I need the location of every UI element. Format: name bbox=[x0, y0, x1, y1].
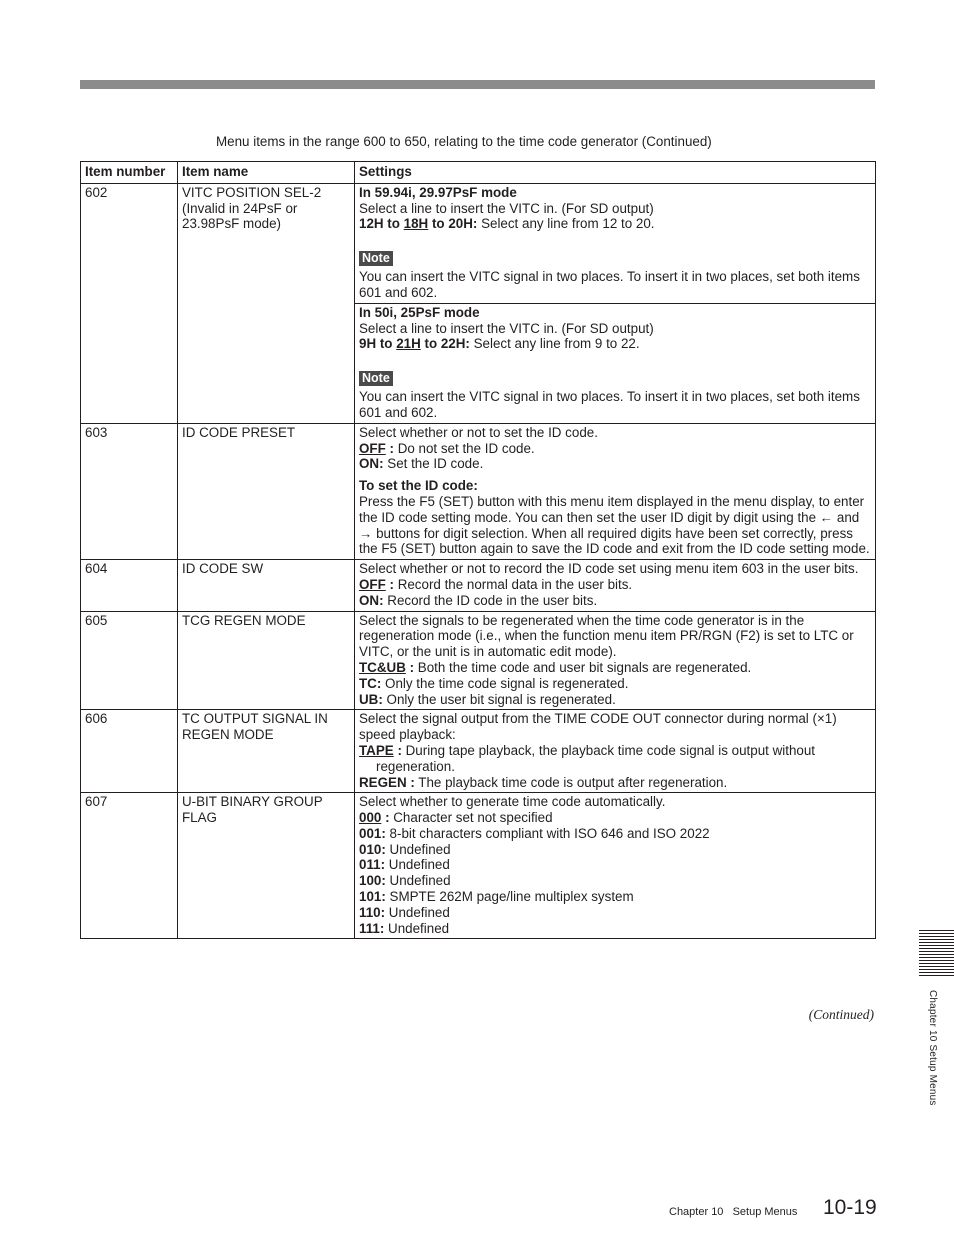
option-key: 111: bbox=[359, 920, 385, 936]
note-text: You can insert the VITC signal in two places. To insert it in two places, set both items 601 and 602. bbox=[359, 389, 860, 420]
header-item-number: Item number bbox=[81, 162, 178, 184]
table-row bbox=[81, 183, 876, 303]
option-line bbox=[359, 660, 871, 676]
option-key: 010: bbox=[359, 841, 386, 857]
item-name: TC OUTPUT SIGNAL IN REGEN MODE bbox=[178, 710, 355, 793]
option-text: Do not set the ID code. bbox=[393, 440, 535, 456]
item-number: 603 bbox=[81, 423, 178, 559]
menu-items-table bbox=[80, 161, 876, 939]
range-end: to 22H: bbox=[420, 336, 470, 352]
range-text: Select any line from 9 to 22. bbox=[469, 336, 640, 352]
page-number: 10-19 bbox=[823, 1196, 877, 1219]
note-text: You can insert the VITC signal in two places. To insert it in two places, set both items 601 and 602. bbox=[359, 269, 860, 300]
range-text: Select any line from 12 to 20. bbox=[477, 216, 655, 232]
option-key: 001: bbox=[359, 825, 386, 841]
settings-cell bbox=[355, 793, 876, 939]
option-separator: : bbox=[385, 440, 394, 456]
continued-note: (Continued) bbox=[808, 1007, 874, 1022]
header-item-name: Item name bbox=[178, 162, 355, 184]
option-line bbox=[359, 692, 871, 708]
option-key: OFF bbox=[359, 576, 386, 592]
item-number: 605 bbox=[81, 611, 178, 710]
range-default: 18H bbox=[403, 216, 429, 232]
option-line bbox=[359, 743, 871, 775]
settings-cell bbox=[355, 710, 876, 793]
option-line bbox=[359, 676, 871, 692]
option-text: Only the time code signal is regenerated. bbox=[381, 675, 629, 691]
option-list bbox=[359, 810, 871, 936]
table-caption: Menu items in the range 600 to 650, relating to the time code generator (Continued) bbox=[216, 134, 712, 149]
right-arrow-icon: → bbox=[359, 525, 373, 541]
option-text: Record the ID code in the user bits. bbox=[383, 592, 598, 608]
mode-heading: In 59.94i, 29.97PsF mode bbox=[359, 184, 517, 200]
item-number: 602 bbox=[81, 183, 178, 423]
table-header-row bbox=[81, 162, 876, 184]
item-name: ID CODE PRESET bbox=[178, 423, 355, 559]
settings-cell bbox=[355, 423, 876, 559]
option-key: 000 bbox=[359, 810, 382, 826]
option-line bbox=[359, 593, 871, 609]
option-text: Undefined bbox=[385, 873, 451, 889]
option-list bbox=[359, 660, 871, 707]
settings-cell bbox=[355, 560, 876, 611]
option-line bbox=[359, 921, 871, 937]
option-separator: : bbox=[385, 576, 394, 592]
table-row bbox=[81, 793, 876, 939]
option-line bbox=[359, 775, 871, 791]
option-key: REGEN bbox=[359, 774, 407, 790]
option-line bbox=[359, 577, 871, 593]
option-separator: : bbox=[406, 774, 415, 790]
option-line bbox=[359, 456, 871, 472]
note-label: Note bbox=[359, 371, 393, 386]
option-key: UB: bbox=[359, 691, 383, 707]
option-text: SMPTE 262M page/line multiplex system bbox=[385, 889, 634, 905]
mode-heading: In 50i, 25PsF mode bbox=[359, 304, 480, 320]
option-key: ON: bbox=[359, 592, 384, 608]
footer-chapter: Chapter 10 Setup Menus bbox=[669, 1206, 798, 1218]
option-text: Undefined bbox=[385, 857, 450, 873]
option-line bbox=[359, 842, 871, 858]
item-name: ID CODE SW bbox=[178, 560, 355, 611]
option-key: 011: bbox=[359, 857, 386, 873]
option-text: 8-bit characters compliant with ISO 646 and ISO 2022 bbox=[385, 825, 710, 841]
range-start: 12H to bbox=[359, 216, 404, 232]
side-chapter-label: Chapter 10 Setup Menus bbox=[927, 990, 938, 1106]
setting-description: Select whether or not to record the ID code set using menu item 603 in the user bits. bbox=[359, 561, 859, 577]
settings-cell bbox=[355, 611, 876, 710]
procedure-title: To set the ID code: bbox=[359, 478, 478, 494]
setting-description: Select a line to insert the VITC in. (For SD output) bbox=[359, 320, 654, 336]
item-number: 607 bbox=[81, 793, 178, 939]
item-number: 604 bbox=[81, 560, 178, 611]
setting-description: Select a line to insert the VITC in. (For SD output) bbox=[359, 200, 654, 216]
option-text: Character set not specified bbox=[389, 810, 553, 826]
option-key: TC: bbox=[359, 675, 382, 691]
table-row bbox=[81, 611, 876, 710]
option-text: Both the time code and user bit signals are regenerated. bbox=[414, 659, 752, 675]
option-key: OFF bbox=[359, 440, 386, 456]
option-text: Undefined bbox=[385, 841, 451, 857]
table-row bbox=[81, 423, 876, 559]
note-label: Note bbox=[359, 251, 393, 266]
option-line bbox=[359, 857, 871, 873]
option-list bbox=[359, 743, 871, 790]
option-list bbox=[359, 577, 871, 609]
option-line bbox=[359, 441, 871, 457]
option-separator: : bbox=[405, 659, 415, 675]
option-text: Record the normal data in the user bits. bbox=[393, 576, 633, 592]
option-line bbox=[359, 889, 871, 905]
item-name: VITC POSITION SEL-2 (Invalid in 24PsF or 23.98PsF mode) bbox=[178, 183, 355, 423]
settings-cell bbox=[355, 303, 876, 423]
option-key: ON: bbox=[359, 456, 384, 472]
option-text: The playback time code is output after regeneration. bbox=[414, 774, 728, 790]
setting-description: Select the signals to be regenerated when the time code generator is in the regeneration mode (i.e., when the function menu item PR/RGN (F2) is set to LTC or VITC, or the unit is in automatic edit mode). bbox=[359, 612, 854, 660]
range-start: 9H to bbox=[359, 336, 397, 352]
option-text: Only the user bit signal is regenerated. bbox=[382, 691, 616, 707]
option-separator: : bbox=[381, 810, 390, 826]
option-text: During tape playback, the playback time code signal is output without regeneration. bbox=[376, 742, 816, 774]
option-text: Set the ID code. bbox=[383, 456, 484, 472]
option-key: 110: bbox=[359, 904, 386, 920]
item-name: TCG REGEN MODE bbox=[178, 611, 355, 710]
option-list bbox=[359, 441, 871, 473]
line-range bbox=[359, 216, 871, 232]
header-settings: Settings bbox=[355, 162, 876, 184]
settings-cell bbox=[355, 183, 876, 303]
option-key: 100: bbox=[359, 873, 386, 889]
option-line bbox=[359, 810, 871, 826]
option-key: TC&UB bbox=[359, 659, 406, 675]
table-row bbox=[81, 560, 876, 611]
setting-description: Select whether or not to set the ID code. bbox=[359, 424, 598, 440]
option-separator: : bbox=[393, 742, 402, 758]
option-line bbox=[359, 905, 871, 921]
line-range bbox=[359, 336, 871, 352]
option-key: 101: bbox=[359, 889, 386, 905]
item-number: 606 bbox=[81, 710, 178, 793]
option-key: TAPE bbox=[359, 742, 394, 758]
table-row bbox=[81, 710, 876, 793]
setting-description: Select the signal output from the TIME CODE OUT connector during normal (×1) speed playback: bbox=[359, 711, 837, 743]
option-line bbox=[359, 826, 871, 842]
left-arrow-icon: ← bbox=[819, 509, 834, 525]
range-default: 21H bbox=[396, 336, 421, 352]
procedure-text: Press the F5 (SET) button with this menu item displayed in the menu display, to enter the ID code setting mode. You can then set the user ID digit by digit using the ← and → buttons for digit selection. When all required digits have been set correctly, press the F5 (SET) button again to save the ID code and exit from the ID code setting mode. bbox=[359, 493, 870, 557]
setting-description: Select whether to generate time code automatically. bbox=[359, 794, 666, 810]
item-name: U-BIT BINARY GROUP FLAG bbox=[178, 793, 355, 939]
option-line bbox=[359, 873, 871, 889]
chapter-thumb-tab bbox=[919, 930, 954, 978]
option-text: Undefined bbox=[385, 904, 450, 920]
option-text: Undefined bbox=[384, 920, 450, 936]
header-rule bbox=[80, 80, 875, 89]
range-end: to 20H: bbox=[428, 216, 478, 232]
